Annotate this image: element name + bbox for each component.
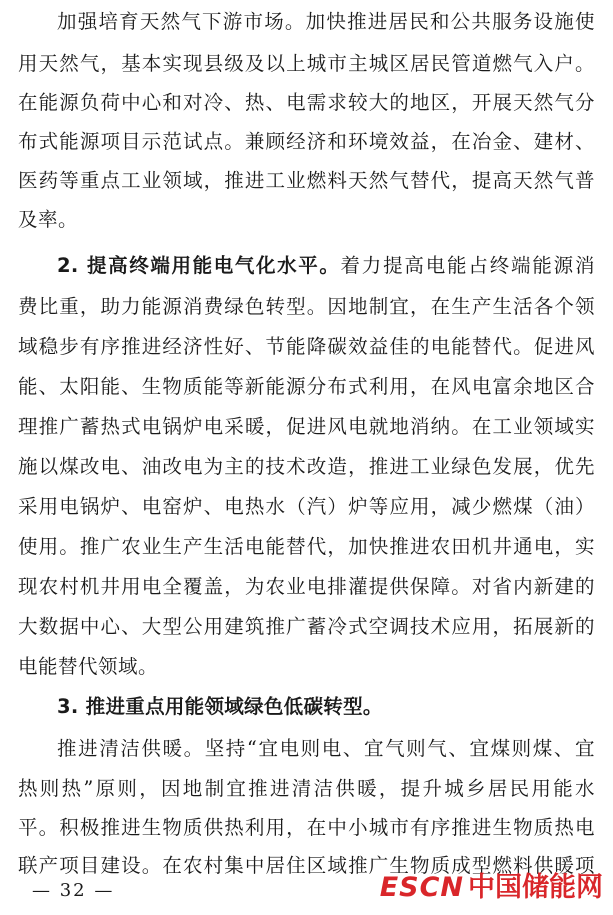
heading-continuation: 着力提高电能占终端能源消 [340,254,595,277]
text-line: 平。积极推进生物质供热利用，在中小城市有序推进生物质热电 [18,816,595,839]
page-number: — 32 — [32,880,115,901]
text-line: 现农村机井用电全覆盖，为农业电排灌提供保障。对省内新建的 [18,575,595,598]
text-line: 在能源负荷中心和对冷、热、电需求较大的地区，开展天然气分 [18,91,595,114]
section-heading-2: 2. 提高终端用能电气化水平。 [57,254,341,277]
text-line: 电能替代领域。 [18,655,159,678]
text-line: 加强培育天然气下游市场。加快推进居民和公共服务设施使 [57,10,595,33]
text-line: 热则热”原则，因地制宜推进清洁供暖，提升城乡居民用能水 [18,777,595,800]
text-line: 及率。 [18,208,79,231]
text-line: 联产项目建设。在农村集中居住区域推广生物质成型燃料供暖项 [18,854,595,877]
site-watermark [380,868,603,908]
section-heading-3: 3. 推进重点用能领域绿色低碳转型。 [57,695,383,718]
watermark-site-name: 中国储能网 [468,872,603,903]
text-line: 医药等重点工业领域，推进工业燃料天然气替代，提高天然气普 [18,169,595,192]
text-line: 费比重，助力能源消费绿色转型。因地制宜，在生产生活各个领 [18,295,595,318]
text-line [57,244,595,288]
text-line: 使用。推广农业生产生活电能替代，加快推进农田机井通电，实 [18,535,595,558]
text-line: 用天然气，基本实现县级及以上城市主城区居民管道燃气入户。 [18,52,595,75]
text-line: 域稳步有序推进经济性好、节能降碳效益佳的电能替代。促进风 [18,335,595,358]
text-line [57,685,595,729]
text-line: 能、太阳能、生物质能等新能源分布式利用，在风电富余地区合 [18,375,595,398]
text-line: 施以煤改电、油改电为主的技术改造，推进工业绿色发展，优先 [18,455,595,478]
text-line: 布式能源项目示范试点。兼顾经济和环境效益，在冶金、建材、 [18,130,595,153]
watermark-logo-text: ESCN [379,872,464,903]
text-line: 采用电锅炉、电窑炉、电热水（汽）炉等应用，减少燃煤（油） [18,495,595,518]
text-line: 推进清洁供暖。坚持“宜电则电、宜气则气、宜煤则煤、宜 [57,737,595,760]
text-line: 大数据中心、大型公用建筑推广蓄冷式空调技术应用，拓展新的 [18,615,595,638]
text-line: 理推广蓄热式电锅炉电采暖，促进风电就地消纳。在工业领域实 [18,415,595,438]
